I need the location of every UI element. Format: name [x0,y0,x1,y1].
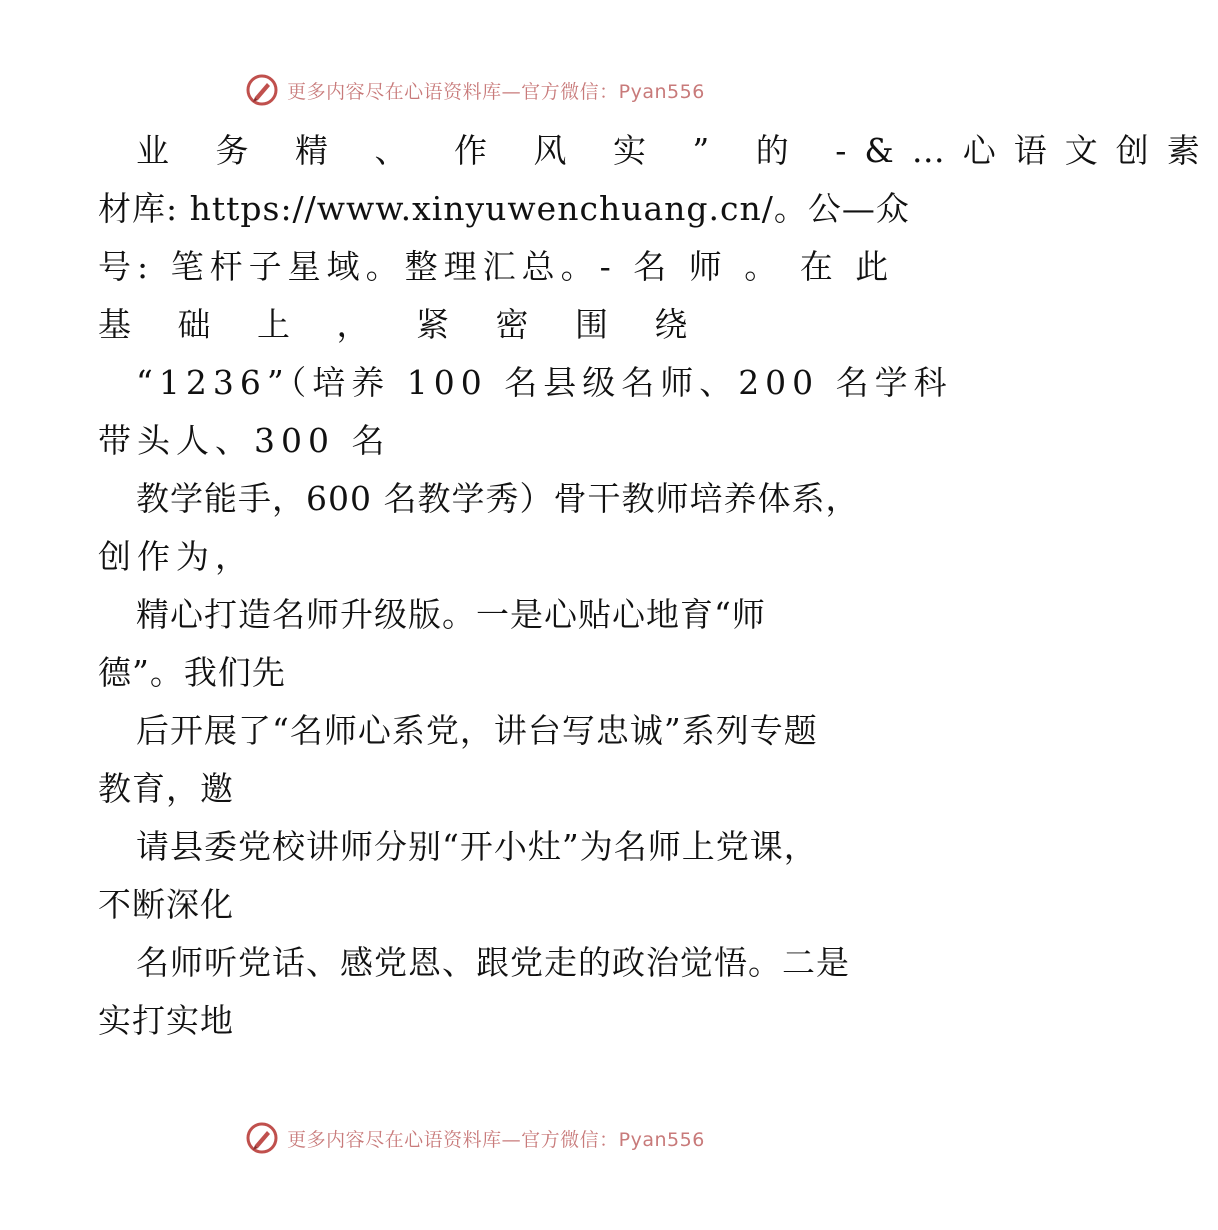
header-watermark [0,70,950,110]
text-line: 实打实地 [98,1001,234,1040]
pen-logo-icon [245,73,279,107]
text-line: 请县委党校讲师分别“开小灶”为名师上党课， [136,827,818,866]
watermark-text: 更多内容尽在心语资料库—官方微信：Pyan556 [287,80,705,103]
text-line: 业 务 精 、 作 风 实 ” 的 -&…心语文创素 [136,131,1218,170]
footer-watermark [0,1118,950,1158]
text-line: 名师听党话、感党恩、跟党走的政治觉悟。二是 [136,943,850,982]
text-line: 教育，邀 [98,769,234,808]
text-line: 号: 笔杆子星域。整理汇总。- 名 师 。 在 此 [98,247,895,286]
watermark-text: 更多内容尽在心语资料库—官方微信：Pyan556 [287,1128,705,1151]
text-line: 带头人、300 名 [98,421,391,460]
text-line: 材库: https://www.xinyuwenchuang.cn/。公—众 [98,189,910,228]
pen-logo-icon [245,1121,279,1155]
text-line: 不断深化 [98,885,234,924]
text-line: “1236”（培养 100 名县级名师、200 名学科 [136,363,953,402]
text-line: 德”。我们先 [98,653,286,692]
text-line: 创作为， [98,537,254,576]
text-line: 精心打造名师升级版。一是心贴心地育“师 [136,595,766,634]
text-line: 基 础 上 ， 紧 密 围 绕 [98,305,706,344]
text-line: 后开展了“名师心系党，讲台写忠诚”系列专题 [136,711,818,750]
text-line: 教学能手，600 名教学秀）骨干教师培养体系， [136,479,860,518]
